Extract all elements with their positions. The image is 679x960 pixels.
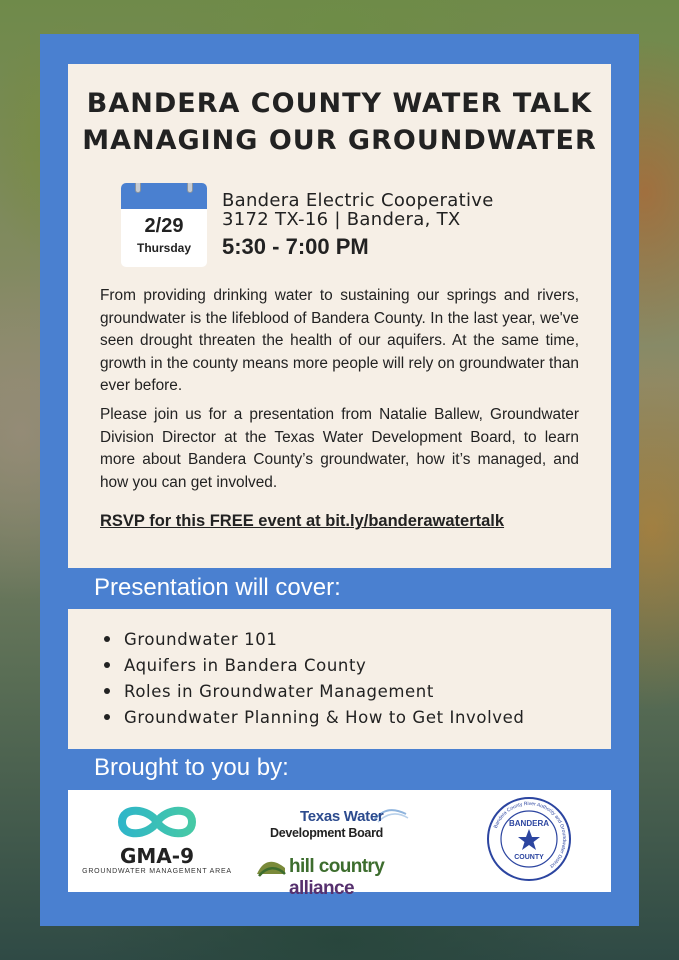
calendar-header bbox=[121, 183, 207, 209]
calendar-ring-left bbox=[135, 183, 141, 193]
bullet-icon bbox=[104, 662, 110, 668]
list-item bbox=[104, 652, 524, 678]
bullet-icon bbox=[104, 636, 110, 642]
hill-country-alliance-logo bbox=[255, 852, 430, 899]
bullet-icon bbox=[104, 688, 110, 694]
calendar-icon bbox=[121, 183, 207, 267]
title-line-1: BANDERA COUNTY WATER TALK bbox=[86, 88, 593, 119]
county-seal-icon bbox=[486, 796, 572, 882]
seal-bottom-text: COUNTY bbox=[514, 854, 544, 861]
seal-ring-text: Bandera County River Authority and Groundwater District bbox=[492, 800, 568, 870]
twdb-logo bbox=[262, 806, 412, 846]
calendar-ring-right bbox=[187, 183, 193, 193]
sponsors-heading: Brought to you by: bbox=[94, 754, 289, 781]
hca-part-1: hill country bbox=[289, 856, 385, 877]
venue-name: Bandera Electric Cooperative bbox=[222, 190, 494, 211]
gma9-logo bbox=[82, 800, 232, 882]
invitation-paragraph: Please join us for a presentation from Natalie Ballew, Groundwater Division Director at the Texas Water Development Board, to learn more about Bandera County’s groundwater, how it’s managed, and how you can get involved. bbox=[100, 406, 579, 491]
bullet-icon bbox=[104, 714, 110, 720]
topic-label: Groundwater 101 bbox=[124, 629, 278, 649]
twdb-line-2: Development Board bbox=[270, 826, 383, 840]
topic-label: Roles in Groundwater Management bbox=[124, 681, 434, 701]
event-day: Thursday bbox=[136, 241, 191, 255]
intro-paragraph: From providing drinking water to sustaining our springs and rivers, groundwater is the lifeblood of Bandera County. In the last year, we've seen drought threaten the health of our aquifers. At the same time, growth in the county means more people will rely on groundwater than ever before. bbox=[100, 287, 579, 394]
topic-label: Groundwater Planning & How to Get Involved bbox=[124, 707, 525, 727]
event-time: 5:30 - 7:00 PM bbox=[222, 234, 369, 259]
rsvp-link[interactable]: RSVP for this FREE event at bit.ly/banderawatertalk bbox=[100, 512, 505, 530]
topics-list bbox=[104, 626, 524, 730]
hills-icon bbox=[255, 854, 287, 880]
presentation-heading: Presentation will cover: bbox=[94, 574, 341, 601]
title-line-2: MANAGING OUR GROUNDWATER bbox=[82, 125, 597, 156]
hca-part-2: alliance bbox=[289, 878, 354, 899]
gma-name: GMA-9 bbox=[119, 844, 194, 868]
event-date: 2/29 bbox=[144, 215, 184, 237]
bandera-county-seal bbox=[486, 796, 572, 882]
hca-wordmark bbox=[289, 856, 430, 900]
topic-label: Aquifers in Bandera County bbox=[124, 655, 367, 675]
seal-top-text: BANDERA bbox=[509, 819, 549, 828]
list-item bbox=[104, 678, 524, 704]
twdb-line-1: Texas Water bbox=[300, 808, 384, 825]
list-item bbox=[104, 704, 524, 730]
gma-subtitle: GROUNDWATER MANAGEMENT AREA bbox=[82, 868, 232, 875]
venue-address: 3172 TX-16 | Bandera, TX bbox=[222, 209, 461, 230]
list-item bbox=[104, 626, 524, 652]
infinity-icon bbox=[82, 800, 232, 844]
